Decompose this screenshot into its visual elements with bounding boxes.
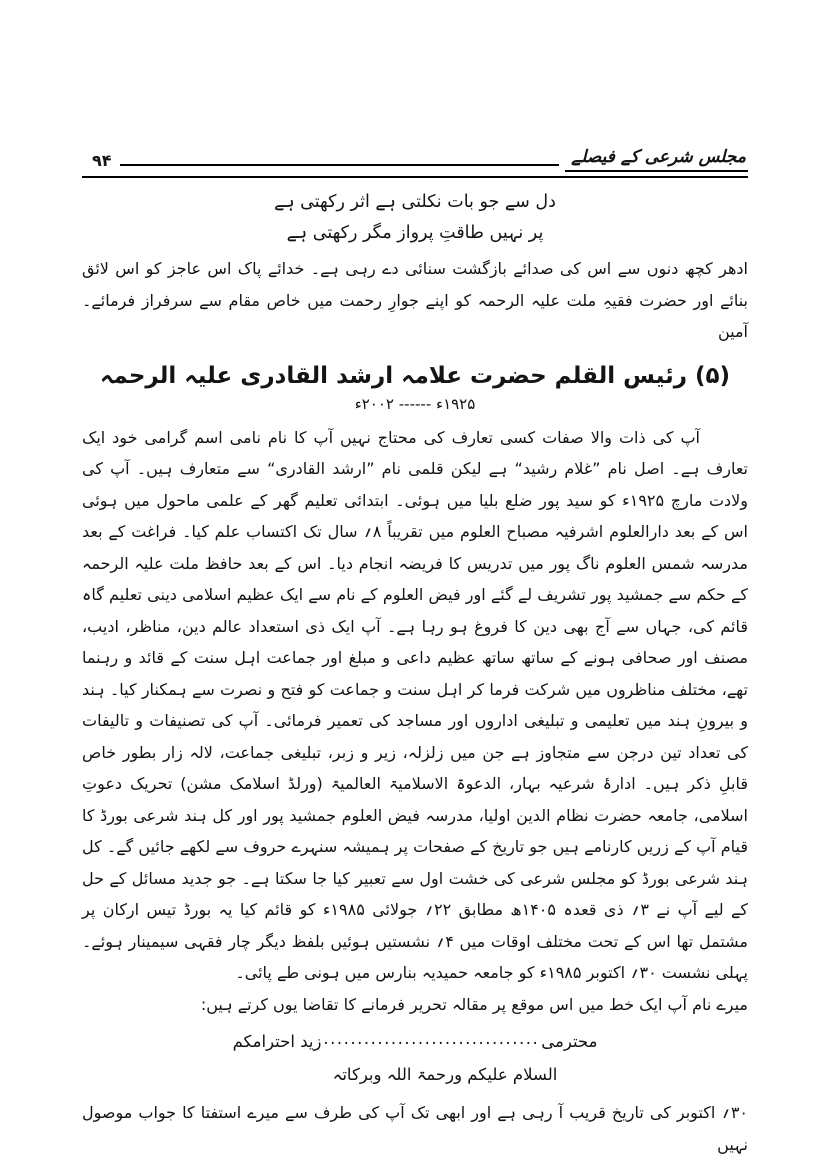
letter-greeting-row [82,1026,748,1058]
page-number: ۹۴ [92,151,112,170]
letter-respect-phrase: زید احترامکم [232,1032,322,1051]
couplet-line-1: دل سے جو بات نکلتی ہے اثر رکھتی ہے [274,192,556,212]
letter-greeting: محترمی [541,1032,598,1051]
couplet [82,187,748,249]
couplet-line-2: پر نہیں طاقتِ پرواز مگر رکھتی ہے [286,223,544,243]
intro-paragraph: ادھر کچھ دنوں سے اس کی صدائے بازگشت سنائی دے رہی ہے۔ خدائے پاک اس عاجز کو اس لائق بنائے اور حضرت فقیہِ ملت علیہ الرحمہ کو اپنے جوارِ رحمت میں خاص مقام سے سرفراز فرمائے۔ آمین [82,259,748,341]
closing-paragraph: ۳۰؍ اکتوبر کی تاریخ قریب آ رہی ہے اور ابھی تک آپ کی طرف سے میرے استفتا کا جواب موصول نہیں [82,1103,748,1154]
letter-salam: السلام علیکم ورحمۃ اللہ وبرکاتہ [332,1065,558,1084]
request-paragraph: میرے نام آپ ایک خط میں اس موقع پر مقالہ تحریر فرمانے کا تقاضا یوں کرتے ہیں: [200,994,748,1014]
letter-dotted-leader: ................................ [323,1029,540,1048]
section-heading: (۵) رئیس القلم حضرت علامہ ارشد القادری علیہ الرحمہ [99,362,731,389]
page-header [82,146,748,172]
biography-paragraph: آپ کی ذات والا صفات کسی تعارف کی محتاج نہیں آپ کا نام نامی اسم گرامی خود ایک تعارف ہے۔ اصل نام ”غلام رشید“ ہے لیکن قلمی نام ”ارشد القادری“ سے متعارف ہیں۔ آپ کی ولادت مارچ ۱۹۲۵ء کو سید پور ضلع بلیا میں ہوئی۔ ابتدائی تعلیم گھر کے علمی ماحول میں ہوئی اس کے بعد دارالعلوم اشرفیہ مصباح العلوم میں تقریباً ۸؍ سال تک اکتساب علم کیا۔ فراغت کے بعد مدرسہ شمس العلوم ناگ پور میں تدریس کا فریضہ انجام دیا۔ اس کے بعد حافظ ملت علیہ الرحمہ کے حکم سے جمشید پور تشریف لے گئے اور فیض العلوم کے نام سے ایک عظیم اسلامی دینی تعلیم گاہ قائم کی، جہاں سے آج بھی دین کا فروغ ہو رہا ہے۔ آپ ایک ذی استعداد عالم دین، مناظر، ادیب، مصنف اور صحافی ہونے کے ساتھ ساتھ عظیم داعی و مبلغ اور جماعت اہل سنت کے قائد و رہنما تھے، مختلف مناظروں میں شرکت فرما کر اہل سنت و جماعت کو فتح و نصرت سے ہمکنار کیا۔ ہند و بیرونِ ہند میں تعلیمی و تبلیغی اداروں اور مساجد کی تعمیر فرمائی۔ آپ کی تصنیفات و تالیفات کی تعداد تین درجن سے متجاوز ہے جن میں زلزلہ، زیر و زبر، تبلیغی جماعت، لالہ زار بطور خاص قابلِ ذکر ہیں۔ ادارۂ شرعیہ بہار، الدعوۃ الاسلامیۃ العالمیۃ (ورلڈ اسلامک مشن) تحریک دعوتِ اسلامی، جامعہ حضرت نظام الدین اولیا، مدرسہ فیض العلوم جمشید پور اور کل ہند شرعی بورڈ کا قیام آپ کے زریں کارنامے ہیں جو تاریخ کے صفحات پر ہمیشہ سنہرے حروف سے لکھے جائیں گے۔ کل ہند شرعی بورڈ کو مجلس شرعی کی خشت اول سے تعبیر کیا جا سکتا ہے۔ جو جدید مسائل کے حل کے لیے آپ نے ۳؍ ذی قعدہ ۱۴۰۵ھ مطابق ۲۲؍ جولائی ۱۹۸۵ء کو قائم کیا یہ بورڈ تیس ارکان پر مشتمل تھا اس کے تحت مختلف اوقات میں ۴؍ نشستیں ہوئیں بلفظ دیگر چار فقہی سیمینار ہوئے۔ پہلی نشست ۳۰؍ اکتوبر ۱۹۸۵ء کو جامعہ حمیدیہ بنارس میں ہونی طے پائی۔ [82,427,749,982]
section-dates: ۱۹۲۵ء ------ ۲۰۰۲ء [354,394,476,413]
running-header-title: مجلس شرعی کے فیصلے [565,146,748,172]
header-rule [120,163,560,166]
header-rule-bottom [82,176,748,178]
